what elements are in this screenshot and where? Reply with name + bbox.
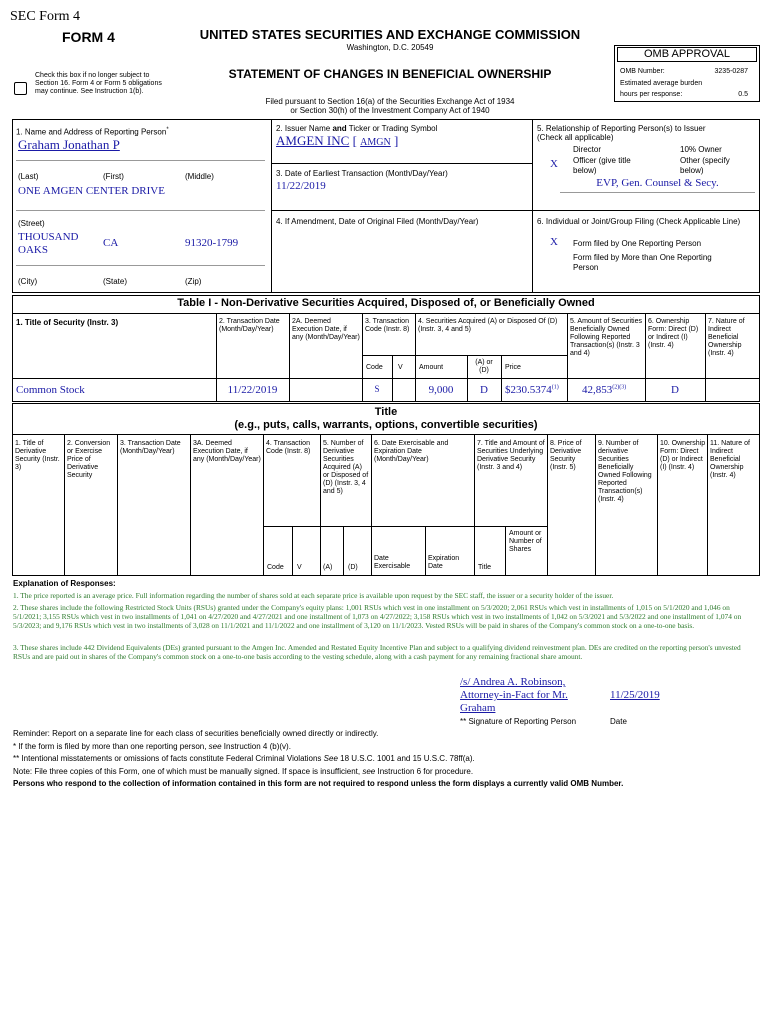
no-longer-subject-checkbox[interactable] (14, 82, 27, 95)
first-label: (First) (103, 172, 124, 181)
signature: /s/ Andrea A. Robinson, Attorney-in-Fact for Mr. Graham (460, 676, 568, 714)
box5-label: 5. Relationship of Reporting Person(s) to Issuer (537, 124, 706, 133)
persons-respond-note: Persons who respond to the collection of information contained in this form are not required to respond unless the form displays a currently valid OMB Number. (13, 779, 624, 788)
form-number: FORM 4 (62, 29, 115, 45)
t2-d: (D) (348, 564, 358, 571)
t1-v: V (398, 364, 403, 371)
city-value: THOUSAND OAKS (18, 231, 79, 256)
signature-label: ** Signature of Reporting Person (460, 717, 577, 726)
t2-date-exercisable: Date Exercisable (374, 555, 411, 570)
other-label: Other (specify below) (680, 156, 730, 175)
t1-aord: (A) or (D) (475, 359, 493, 374)
last-label: (Last) (18, 172, 39, 181)
ticker-link[interactable]: AMGN (360, 137, 391, 148)
director-label: Director (573, 145, 602, 154)
omb-hours: 0.5 (738, 91, 748, 98)
box2-label: 2. Issuer Name and Ticker or Trading Symbol (276, 124, 438, 133)
t2-title: Title (478, 564, 491, 571)
officer-title: EVP, Gen. Counsel & Secy. (596, 177, 719, 189)
sec-form-label: SEC Form 4 (10, 9, 81, 24)
t1-col3: 3. Transaction Code (Instr. 8) (365, 318, 410, 333)
t2-c8: 8. Price of Derivative Security (Instr. 5) (550, 440, 582, 471)
t2-c2: 2. Conversion or Exercise Price of Derivative Security (67, 440, 111, 479)
checkbox-text: Check this box if no longer subject to Section 16. Form 4 or Form 5 obligations may continue. See Instruction 1(b). (35, 72, 162, 95)
t2-a: (A) (323, 564, 333, 571)
t2-expiration: Expiration Date (428, 555, 460, 570)
t2-c7: 7. Title and Amount of Securities Underlying Derivative Security (Instr. 3 and 4) (477, 440, 545, 471)
box1-label: 1. Name and Address of Reporting Person* (16, 127, 169, 137)
middle-label: (Middle) (185, 172, 214, 181)
commission-location: Washington, D.C. 20549 (346, 43, 434, 52)
ten-percent-owner-label: 10% Owner (680, 145, 722, 154)
officer-label: Officer (give title below) (573, 156, 631, 175)
zip-value: 91320-1799 (185, 237, 239, 249)
t1-col4: 4. Securities Acquired (A) or Disposed Of (D) (Instr. 3, 4 and 5) (418, 318, 558, 333)
t1-amount: Amount (419, 364, 444, 371)
box3-label: 3. Date of Earliest Transaction (Month/Day/Year) (276, 169, 448, 178)
omb-burden-label: Estimated average burden (620, 80, 703, 87)
t1-col1: 1. Title of Security (Instr. 3) (16, 318, 119, 327)
statement-title: STATEMENT OF CHANGES IN BENEFICIAL OWNERSHIP (228, 67, 552, 81)
t1-date: 11/22/2019 (227, 384, 278, 396)
issuer-name-link[interactable]: AMGEN INC (276, 133, 350, 148)
more-persons-label: Form filed by More than One Reporting Person (573, 253, 712, 272)
filed-pursuant-2: or Section 30(h) of the Investment Company Act of 1940 (290, 106, 490, 115)
footnote-1: 1. The price reported is an average price. Full information regarding the number of shares sold at each separate price is available upon request by the SEC staff, the issuer or a security holder of the issuer. (13, 591, 614, 600)
filed-pursuant: Filed pursuant to Section 16(a) of the Securities Exchange Act of 1934 (265, 97, 515, 106)
file-copies-note: Note: File three copies of this Form, one of which must be manually signed. If space is insufficient, see Instruction 6 for procedure. (13, 767, 474, 776)
omb-number-label: OMB Number: (620, 68, 665, 75)
earliest-transaction-date: 11/22/2019 (276, 180, 326, 192)
t2-c3a: 3A. Deemed Execution Date, if any (Month/Day/Year) (193, 440, 261, 463)
zip-label: (Zip) (185, 277, 202, 286)
t1-aord-value: D (480, 384, 488, 396)
t2-c5: 5. Number of Derivative Securities Acquired (A) or Disposed of (D) (Instr. 3, 4 and 5) (323, 440, 369, 495)
omb-number: 3235-0287 (714, 68, 748, 75)
t2-c6: 6. Date Exercisable and Expiration Date (Month/Day/Year) (374, 440, 449, 463)
omb-hours-label: hours per response: (620, 91, 683, 98)
t2-c10: 10. Ownership Form: Direct (D) or Indirect (I) (Instr. 4) (660, 440, 706, 471)
box6-label: 6. Individual or Joint/Group Filing (Check Applicable Line) (537, 217, 741, 226)
city-label: (City) (18, 277, 38, 286)
one-person-label: Form filed by One Reporting Person (573, 239, 702, 248)
t2-c4: 4. Transaction Code (Instr. 8) (266, 440, 311, 455)
date-label: Date (610, 717, 627, 726)
t2-c11: 11. Nature of Indirect Beneficial Ownership (Instr. 4) (710, 440, 750, 479)
t1-price-value: $230.5374$^{(1)}$ (505, 384, 559, 396)
star-note: * If the form is filed by more than one reporting person, see Instruction 4 (b)(v). (13, 742, 291, 751)
state-value: CA (103, 237, 119, 249)
t2-code: Code (267, 564, 284, 571)
officer-mark: X (550, 158, 558, 170)
one-person-mark: X (550, 236, 558, 248)
t2-c3: 3. Transaction Date (Month/Day/Year) (120, 440, 181, 455)
street-address: ONE AMGEN CENTER DRIVE (18, 185, 165, 197)
box4-label: 4. If Amendment, Date of Original Filed (Month/Day/Year) (276, 217, 479, 226)
table1-title: Table I - Non-Derivative Securities Acquired, Disposed of, or Beneficially Owned (177, 297, 595, 309)
street-label: (Street) (18, 219, 45, 228)
reporting-person-name[interactable]: Graham Jonathan P (18, 137, 120, 152)
double-star-note: ** Intentional misstatements or omissions of facts constitute Federal Criminal Violations See 18 U.S.C. 1001 and 15 U.S.C. 78ff(a). (13, 754, 475, 763)
omb-approval-title: OMB APPROVAL (617, 47, 757, 62)
t2-c1: 1. Title of Derivative Security (Instr. 3) (15, 440, 60, 471)
t1-price: Price (505, 364, 521, 371)
issuer-ticker: AMGEN INC [ AMGN ] (276, 133, 399, 148)
t1-security: Common Stock (16, 384, 85, 396)
box5-sublabel: (Check all applicable) (537, 133, 614, 142)
table2-subtitle: (e.g., puts, calls, warrants, options, convertible securities) (234, 419, 538, 431)
footnote-3: 3. These shares include 442 Dividend Equivalents (DEs) granted pursuant to the Amgen Inc. Amended and Restated Equity Incentive Plan and subject to a qualifying dividend reinvestment plan. DEs are credited on the reporting person's unvested RSUs and are paid out in shares of the Company's common stock on a one-to-one basis according to the vesting schedule, along with a cash payment for any remaining fractional share amount. (13, 643, 741, 661)
t2-amount-shares: Amount or Number of Shares (509, 530, 542, 553)
signature-date: 11/25/2019 (610, 689, 660, 701)
t1-col2: 2. Transaction Date (Month/Day/Year) (219, 318, 280, 333)
t1-owned-value: $42,853^{(2)(3)}$ (582, 384, 627, 396)
t1-amount-value: 9,000 (428, 384, 454, 396)
t1-col5: 5. Amount of Securities Beneficially Owned Following Reported Transaction(s) (Instr. 3 and 4) (570, 318, 642, 357)
t1-form-value: D (671, 384, 679, 396)
t1-code: Code (366, 364, 383, 371)
table2-title: Title (374, 406, 398, 418)
t2-v: V (297, 564, 302, 571)
t1-col6: 6. Ownership Form: Direct (D) or Indirect (I) (Instr. 4) (648, 318, 699, 349)
explanation-heading: Explanation of Responses: (13, 579, 116, 588)
state-label: (State) (103, 277, 128, 286)
t2-c9: 9. Number of derivative Securities Beneficially Owned Following Reported Transaction(s) (Instr. 4) (598, 440, 652, 503)
footnote-2: 2. These shares include the following Restricted Stock Units (RSUs) granted under the Company's equity plans: 1,001 RSUs which vest in one installment on 5/3/2020; 2,061 RSUs which vest in installments of 1,015 on 5/1/2020 and 1,046 on 5/1/2021; 3,155 RSUs which vest in two installments of 1,041 on 4/27/2020 and 4/27/2021 and one installment of 1,073 on 4/27/2022; 3,158 RSUs which vest in two installments of 1,042 on 5/3/2021 and 5/3/2022 and one installment of 1,074 on 5/3/2023; and 9,176 RSUs which vest in two installments of 3,028 on 11/1/2021 and 11/1/2022 and one installment of 3,120 on 11/1/2023. Vested RSUs will be paid in shares of the Company's common stock on a one-to-one basis. (13, 603, 742, 630)
t1-code-value: S (374, 384, 380, 394)
t1-col2a: 2A. Deemed Execution Date, if any (Month/Day/Year) (292, 318, 360, 341)
reminder-text: Reminder: Report on a separate line for each class of securities beneficially owned directly or indirectly. (13, 729, 379, 738)
t1-col7: 7. Nature of Indirect Beneficial Ownership (Instr. 4) (708, 318, 745, 357)
commission-title: UNITED STATES SECURITIES AND EXCHANGE COMMISSION (199, 27, 581, 42)
